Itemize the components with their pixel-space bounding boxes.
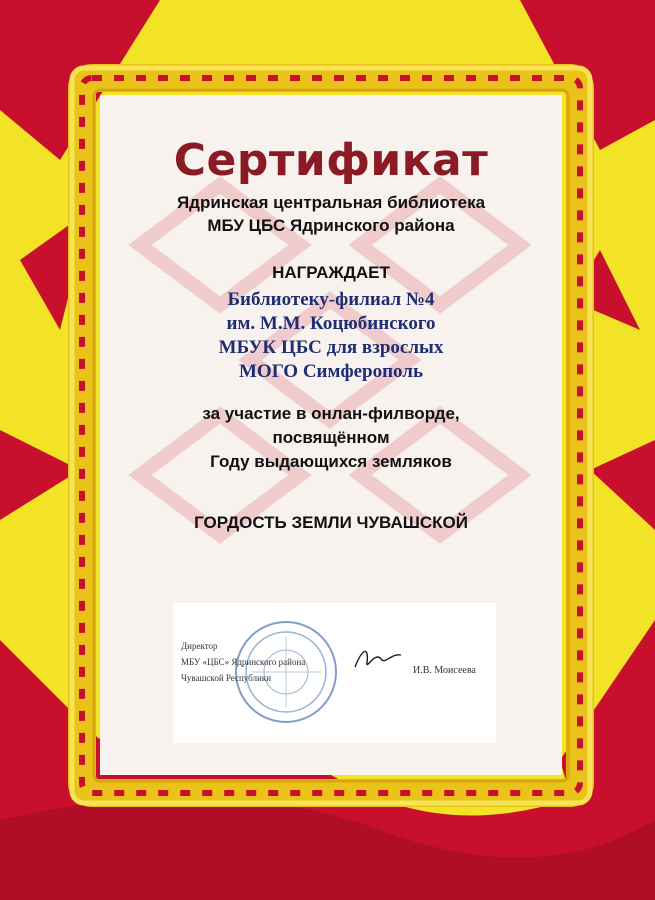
- issuer-line-1: Ядринская центральная библиотека: [176, 193, 486, 212]
- handwritten-signature: [353, 643, 403, 673]
- recipient-line-4: МОГО Симферополь: [238, 361, 424, 382]
- reason-line-1: за участие в онлан-филворде,: [202, 404, 460, 423]
- reason-line-3: Году выдающихся земляков: [210, 452, 452, 471]
- motto: ГОРДОСТЬ ЗЕМЛИ ЧУВАШСКОЙ: [194, 513, 468, 532]
- director-org: МБУ «ЦБС» Ядринского района: [181, 657, 306, 667]
- certificate-title: Сертификат: [173, 135, 489, 186]
- reason-line-2: посвящённом: [272, 428, 390, 447]
- awards-heading: НАГРАЖДАЕТ: [272, 263, 390, 282]
- signer-name: И.В. Моисеева: [413, 665, 476, 676]
- signature-block: [173, 603, 496, 743]
- director-title: Директор: [181, 641, 218, 651]
- issuer-line-2: МБУ ЦБС Ядринского района: [207, 216, 455, 235]
- recipient-line-1: Библиотеку-филиал №4: [227, 289, 435, 310]
- stamp-seal: [231, 617, 341, 727]
- director-republic: Чувашской Республики: [181, 673, 272, 683]
- recipient-line-3: МБУК ЦБС для взрослых: [218, 337, 444, 358]
- recipient-line-2: им. М.М. Коцюбинского: [226, 313, 436, 334]
